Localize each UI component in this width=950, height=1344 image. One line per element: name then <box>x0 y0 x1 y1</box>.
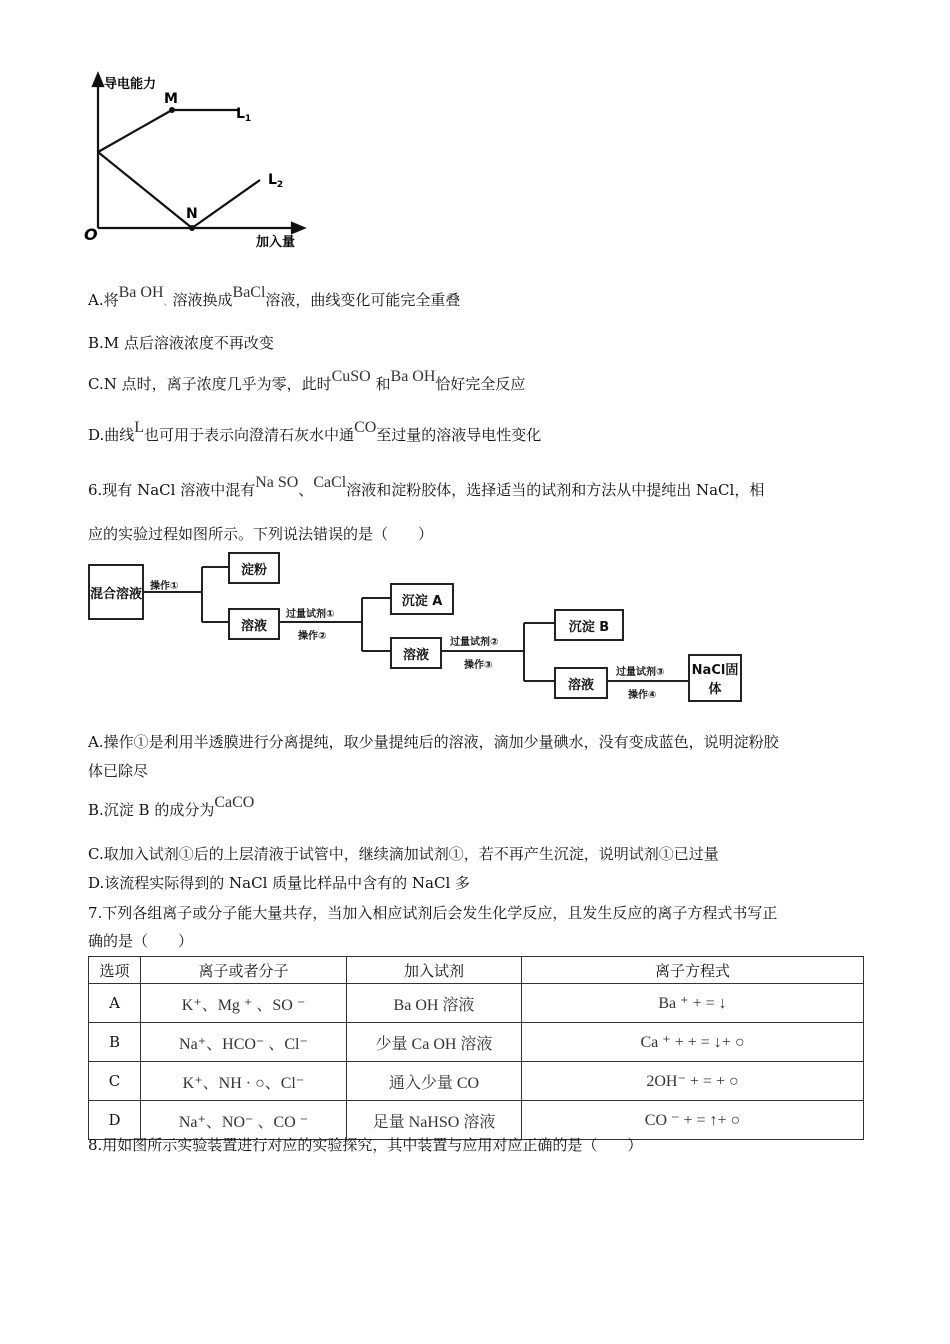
q7-header-reagent: 加入试剂 <box>347 957 522 984</box>
q6-option-d: D.该流程实际得到的 NaCl 质量比样品中含有的 NaCl 多 <box>88 874 471 892</box>
q7-stem-line1: 7.下列各组离子或分子能大量共存，当加入相应试剂后会发生化学反应，且发生反应的离子方程式书写正 <box>88 904 778 922</box>
flow-box-mixture: 混合溶液 <box>88 564 144 620</box>
flow-label-op4: 操作④ <box>628 690 657 701</box>
flow-box-solution1: 溶液 <box>228 608 280 640</box>
q7-row-b-ions: Na⁺、HCO⁻ 、Cl⁻ <box>141 1023 347 1062</box>
q7-row-a-option: A <box>89 984 141 1023</box>
q5-option-d: D.曲线L也可用于表示向澄清石灰水中通CO至过量的溶液导电性变化 <box>88 419 542 444</box>
flow-box-precip-b: 沉淀 B <box>554 609 624 641</box>
origin-label: O <box>84 225 98 244</box>
table-row <box>89 1023 864 1062</box>
table-row <box>89 1062 864 1101</box>
flow-box-solution3: 溶液 <box>554 667 608 699</box>
flow-label-op1: 操作① <box>150 581 179 592</box>
flow-box-nacl-solid: NaCl固体 <box>688 654 742 702</box>
q6-option-b: B.沉淀 B 的成分为CaCO <box>88 794 255 819</box>
q7-row-c-ions: K⁺、NH · ○、Cl⁻ <box>141 1062 347 1101</box>
flow-label-reagent1: 过量试剂① <box>286 609 335 620</box>
q7-row-d-option: D <box>89 1101 141 1140</box>
table-row <box>89 984 864 1023</box>
q7-stem-line2: 确的是（ ） <box>88 932 194 950</box>
q7-row-b-equation: Ca ⁺ + + = ↓+ ○ <box>522 1023 864 1062</box>
q7-header-ions: 离子或者分子 <box>141 957 347 984</box>
flow-label-reagent3: 过量试剂③ <box>616 667 665 678</box>
q7-row-d-ions: Na⁺、NO⁻ 、CO ⁻ <box>141 1101 347 1140</box>
q6-option-c: C.取加入试剂①后的上层清液于试管中，继续滴加试剂①，若不再产生沉淀，说明试剂①已过量 <box>88 845 719 863</box>
q7-header-equation: 离子方程式 <box>522 957 864 984</box>
q7-row-b-reagent: 少量 Ca OH 溶液 <box>347 1023 522 1062</box>
y-axis-label: 导电能力 <box>104 77 157 92</box>
q7-row-c-equation: 2OH⁻ + = + ○ <box>522 1062 864 1101</box>
q7-row-d-equation: CO ⁻ + = ↑+ ○ <box>522 1101 864 1140</box>
curve-l1-label: $L_1$ <box>236 106 252 124</box>
q7-table <box>88 956 864 1140</box>
q5-option-a: A.将Ba OH、溶液换成BaCl溶液，曲线变化可能完全重叠 <box>88 284 461 309</box>
curve-l2-label: $L_2$ <box>268 172 284 190</box>
q8-stem: 8.用如图所示实验装置进行对应的实验探究，其中装置与应用对应正确的是（ ） <box>88 1136 643 1154</box>
q5-option-b: B.M 点后溶液浓度不再改变 <box>88 334 274 352</box>
q7-row-a-ions: K⁺、Mg ⁺ 、SO ⁻ <box>141 984 347 1023</box>
flow-box-solution2: 溶液 <box>390 637 442 669</box>
q7-row-a-equation: Ba ⁺ + = ↓ <box>522 984 864 1023</box>
point-n-label: N <box>186 206 198 222</box>
q5-option-c: C.N 点时，离子浓度几乎为零，此时CuSO 和Ba OH恰好完全反应 <box>88 368 526 393</box>
q7-row-c-option: C <box>89 1062 141 1101</box>
q7-row-a-reagent: Ba OH 溶液 <box>347 984 522 1023</box>
q7-header-option: 选项 <box>89 957 141 984</box>
q6-option-a-line1: A.操作①是利用半透膜进行分离提纯，取少量提纯后的溶液，滴加少量碘水，没有变成蓝色，说明淀粉胶 <box>88 733 779 751</box>
q7-row-d-reagent: 足量 NaHSO 溶液 <box>347 1101 522 1140</box>
x-axis-label: 加入量 <box>256 235 296 250</box>
q7-row-b-option: B <box>89 1023 141 1062</box>
q6-stem-line1: 6.现有 NaCl 溶液中混有Na SO、CaCl溶液和淀粉胶体，选择适当的试剂和方法从中提纯出 NaCl，相 <box>88 474 765 499</box>
point-m-label: M <box>164 91 178 107</box>
flow-label-op2: 操作② <box>298 631 327 642</box>
q6-stem-line2: 应的实验过程如图所示。下列说法错误的是（ ） <box>88 525 434 543</box>
flow-label-reagent2: 过量试剂② <box>450 637 499 648</box>
q7-row-c-reagent: 通入少量 CO <box>347 1062 522 1101</box>
flow-box-starch: 淀粉 <box>228 552 280 584</box>
q6-option-a-line2: 体已除尽 <box>88 762 149 780</box>
flow-box-precip-a: 沉淀 A <box>390 583 454 615</box>
flow-label-op3: 操作③ <box>464 660 493 671</box>
q7-table-header <box>89 957 864 984</box>
